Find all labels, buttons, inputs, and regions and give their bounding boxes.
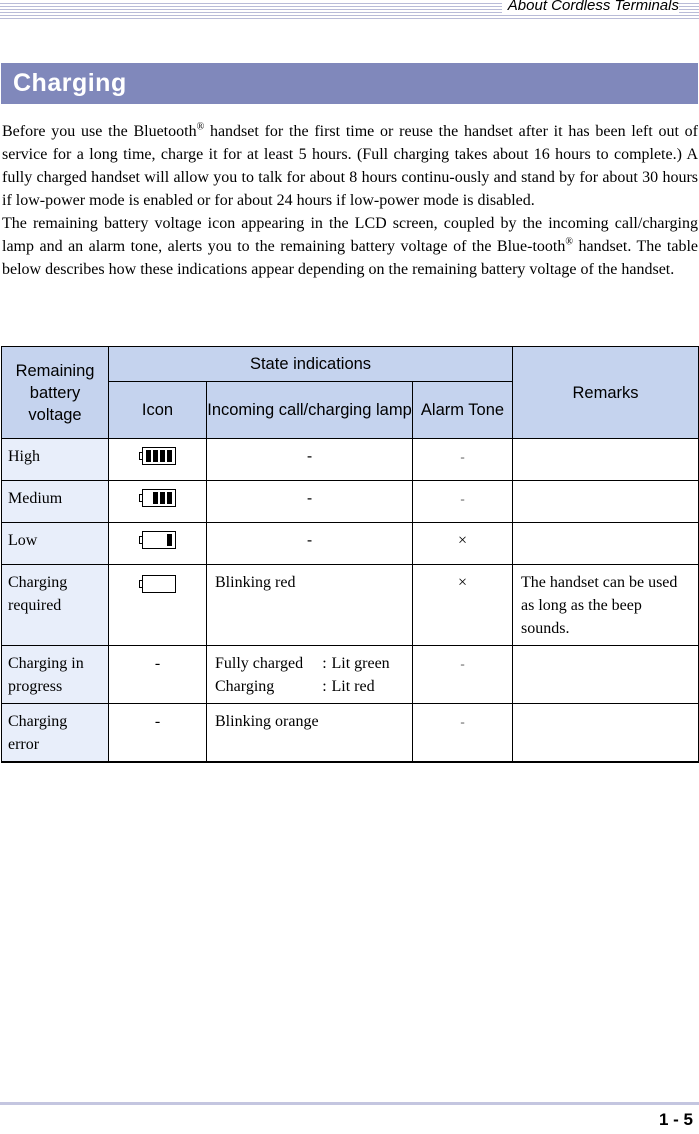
header-lamp: Incoming call/charging lamp [207, 382, 413, 439]
voltage-cell: High [2, 439, 109, 481]
remarks-cell [513, 481, 699, 523]
alarm-cell: × [413, 523, 513, 565]
alarm-cell: - [413, 481, 513, 523]
paragraph-1: Before you use the Bluetooth® handset for the first time or reuse the handset after it has been left out of service for a long time, charge it for at least 5 hours. (Full charging takes about 16 hours to complete.) A fully charged handset will allow you to talk for about 8 hours continu-ously and stand by for about 30 hours if low-power mode is enabled or for about 24 hours if low-power mode is disabled. [2, 121, 699, 209]
body-text [2, 120, 698, 281]
section-heading-bar [1, 63, 698, 104]
lamp-value-lit-red: Lit red [331, 678, 375, 695]
remarks-cell [513, 646, 699, 704]
battery-1-bar-icon [139, 531, 177, 549]
remarks-cell [513, 439, 699, 481]
lamp-cell: Blinking red [207, 565, 413, 646]
icon-cell: - [109, 646, 207, 704]
voltage-cell: Low [2, 523, 109, 565]
remarks-cell [513, 704, 699, 762]
table-row [2, 523, 699, 565]
lamp-cell [207, 646, 413, 704]
header-state-indications: State indications [109, 347, 513, 382]
footer-rule [0, 1102, 699, 1105]
running-header: About Cordless Terminals [502, 0, 679, 14]
lamp-cell: - [207, 439, 413, 481]
table-row [2, 565, 699, 646]
icon-cell: - [109, 704, 207, 762]
header-alarm-tone: Alarm Tone [413, 382, 513, 439]
header-remaining-voltage: Remaining battery voltage [2, 347, 109, 439]
remarks-cell: The handset can be used as long as the beep sounds. [513, 565, 699, 646]
table-row [2, 439, 699, 481]
lamp-label-fully-charged: Fully charged [215, 655, 304, 672]
battery-3-bars-icon [139, 447, 177, 465]
section-title: Charging [13, 69, 127, 97]
alarm-cell: - [413, 646, 513, 704]
alarm-cell: - [413, 704, 513, 762]
lamp-cell: Blinking orange [207, 704, 413, 762]
battery-indication-table [1, 346, 699, 763]
lamp-label-charging: Charging [215, 678, 275, 695]
voltage-cell: Charging error [2, 704, 109, 762]
lamp-separator: : [322, 678, 327, 695]
page-number: 1 - 5 [658, 1110, 693, 1129]
table-row [2, 704, 699, 762]
alarm-cell: × [413, 565, 513, 646]
lamp-separator: : [322, 655, 327, 672]
paragraph-2: The remaining battery voltage icon appearing in the LCD screen, coupled by the incoming call/charging lamp and an alarm tone, alerts you to the remaining battery voltage of the Blue-tooth® handset. The table below describes how these indications appear depending on the remaining battery voltage of the handset. [2, 215, 698, 278]
battery-2-bars-icon [139, 489, 177, 507]
voltage-cell: Charging in progress [2, 646, 109, 704]
table-row [2, 646, 699, 704]
header-icon: Icon [109, 382, 207, 439]
voltage-cell: Charging required [2, 565, 109, 646]
table-row [2, 481, 699, 523]
lamp-cell: - [207, 523, 413, 565]
voltage-cell: Medium [2, 481, 109, 523]
lamp-value-lit-green: Lit green [331, 655, 390, 672]
alarm-cell: - [413, 439, 513, 481]
battery-empty-icon [139, 575, 177, 593]
lamp-cell: - [207, 481, 413, 523]
header-remarks: Remarks [513, 347, 699, 439]
remarks-cell [513, 523, 699, 565]
